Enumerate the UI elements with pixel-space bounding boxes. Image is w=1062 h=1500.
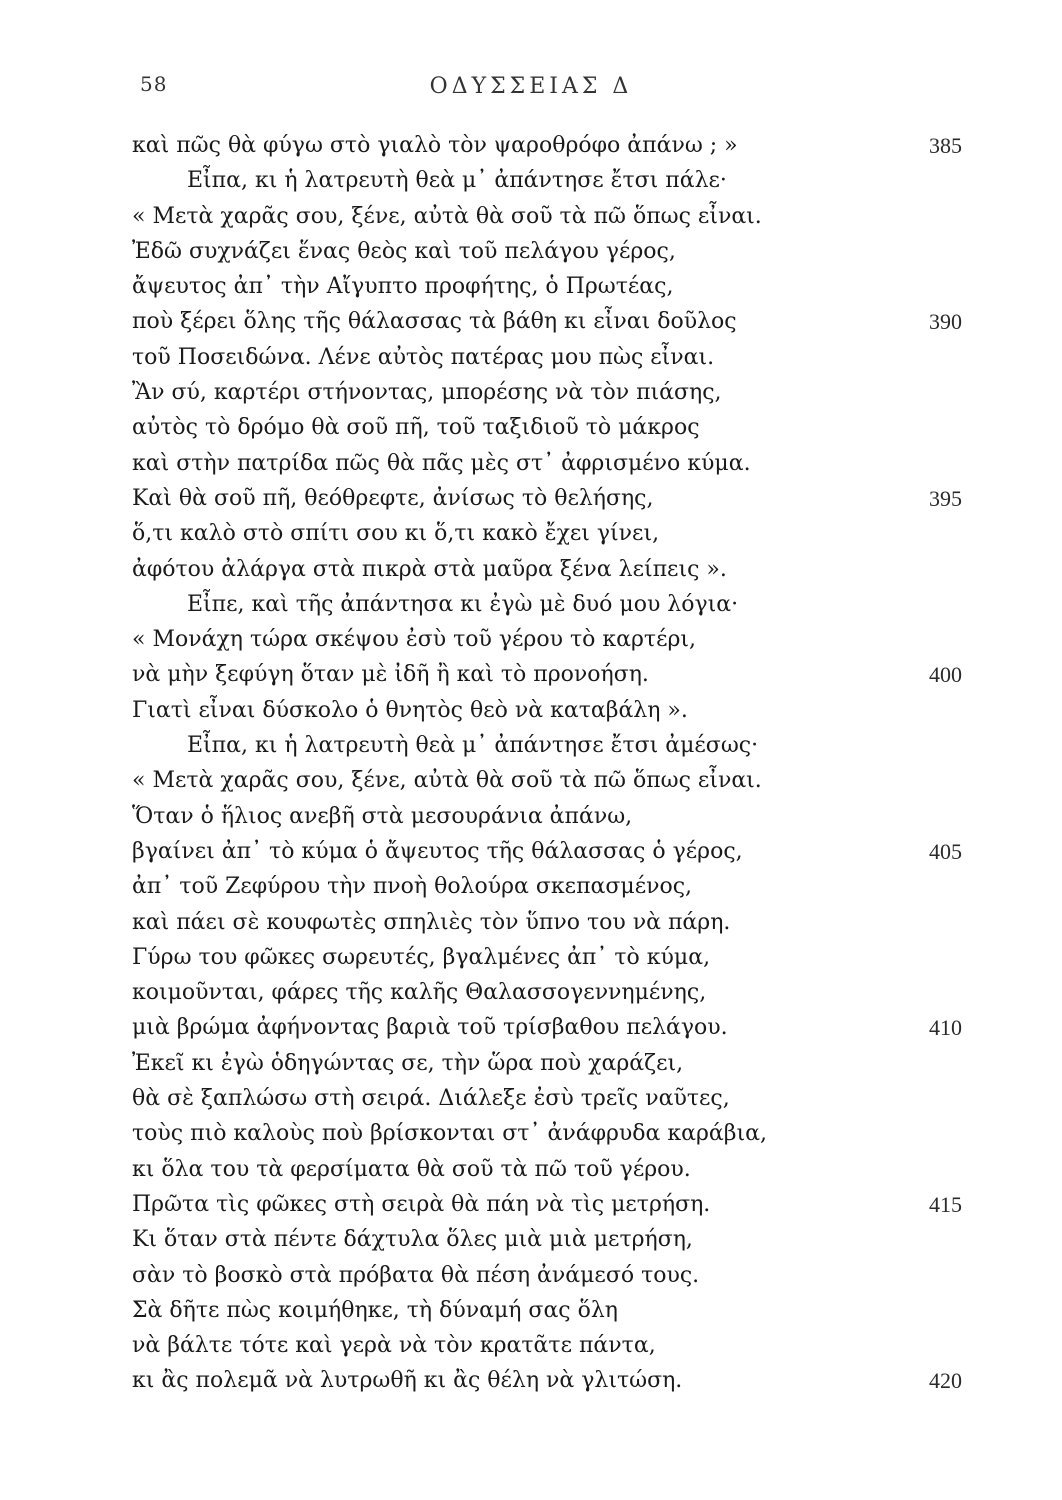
verse-text: σὰν τὸ βοσκὸ στὰ πρόβατα θὰ πέση ἀνάμεσό τους. <box>132 1262 700 1288</box>
verse-text: Εἶπα, κι ἡ λατρευτὴ θεὰ μ᾽ ἀπάντησε ἔτσι ἀμέσως· <box>187 733 759 759</box>
verse-text: κι ἂς πολεμᾶ νὰ λυτρωθῆ κι ἂς θέλη νὰ γλιτώση. <box>132 1368 683 1394</box>
line-number: 415 <box>929 1191 962 1217</box>
line-number: 405 <box>929 838 962 864</box>
verse-line <box>0 657 1062 692</box>
verse-line <box>0 1046 1062 1081</box>
page-number: 58 <box>140 72 168 96</box>
verse-line <box>0 340 1062 375</box>
verse-line <box>0 799 1062 834</box>
verse-line <box>0 269 1062 304</box>
line-number: 410 <box>929 1015 962 1041</box>
verse-text: νὰ μὴν ξεφύγη ὅταν μὲ ἰδῆ ἢ καὶ τὸ προνοήση. <box>132 662 649 688</box>
verse-text: ἀφότου ἀλάργα στὰ πικρὰ στὰ μαῦρα ξένα λείπεις ». <box>132 556 727 582</box>
verse-text: Κι ὅταν στὰ πέντε δάχτυλα ὅλες μιὰ μιὰ μετρήση, <box>132 1227 693 1253</box>
verse-text: κοιμοῦνται, φάρες τῆς καλῆς Θαλασσογεννημένης, <box>132 980 707 1006</box>
verse-line <box>0 1152 1062 1187</box>
verse-text: νὰ βάλτε τότε καὶ γερὰ νὰ τὸν κρατᾶτε πάντα, <box>132 1333 656 1359</box>
verse-text: « Μετὰ χαρᾶς σου, ξένε, αὐτὰ θὰ σοῦ τὰ πῶ ὅπως εἶναι. <box>132 768 762 794</box>
verse-text: καὶ πῶς θὰ φύγω στὸ γιαλὸ τὸν ψαροθρόφο ἀπάνω ; » <box>132 133 738 158</box>
verse-line <box>0 1293 1062 1328</box>
verse-text: ἄψευτος ἀπ᾽ τὴν Αἴγυπτο προφήτης, ὁ Πρωτέας, <box>132 274 674 300</box>
verse-text: ἀπ᾽ τοῦ Ζεφύρου τὴν πνοὴ θολούρα σκεπασμένος, <box>132 874 693 900</box>
verse-text: « Μετὰ χαρᾶς σου, ξένε, αὐτὰ θὰ σοῦ τὰ πῶ ὅπως εἶναι. <box>132 203 762 229</box>
verse-line <box>0 1328 1062 1363</box>
verse-line <box>0 163 1062 198</box>
verse-text: τοὺς πιὸ καλοὺς ποὺ βρίσκονται στ᾽ ἀνάφρυδα καράβια, <box>132 1121 767 1147</box>
verse-text: Γιατὶ εἶναι δύσκολο ὁ θνητὸς θεὸ νὰ καταβάλη ». <box>132 697 688 723</box>
verse-line <box>0 1010 1062 1045</box>
verse-text: μιὰ βρώμα ἀφήνοντας βαριὰ τοῦ τρίσβαθου πελάγου. <box>132 1015 728 1041</box>
verse-text: Ὅταν ὁ ἥλιος ανεβῆ στὰ μεσουράνια ἀπάνω, <box>132 803 633 829</box>
line-number: 385 <box>929 133 962 158</box>
verse-line <box>0 1187 1062 1222</box>
line-number: 390 <box>929 309 962 335</box>
verse-text: Ἐκεῖ κι ἐγὼ ὁδηγώντας σε, τὴν ὥρα ποὺ χαράζει, <box>132 1050 684 1076</box>
verse-text: ὅ,τι καλὸ στὸ σπίτι σου κι ὅ,τι κακὸ ἔχει γίνει, <box>132 521 660 547</box>
verse-text: Εἶπα, κι ἡ λατρευτὴ θεὰ μ᾽ ἀπάντησε ἔτσι πάλε· <box>187 168 727 194</box>
verse-line <box>0 763 1062 798</box>
verse-text: κι ὅλα του τὰ φερσίματα θὰ σοῦ τὰ πῶ τοῦ γέρου. <box>132 1156 691 1182</box>
verse-line <box>0 940 1062 975</box>
verse-text: ποὺ ξέρει ὅλης τῆς θάλασσας τὰ βάθη κι εἶναι δοῦλος <box>132 309 737 335</box>
verse-text: Πρῶτα τὶς φῶκες στὴ σειρὰ θὰ πάη νὰ τὶς μετρήση. <box>132 1191 711 1217</box>
verse-text: αὐτὸς τὸ δρόμο θὰ σοῦ πῆ, τοῦ ταξιδιοῦ τὸ μάκρος <box>132 415 700 441</box>
verse-text: Ἐδῶ συχνάζει ἕνας θεὸς καὶ τοῦ πελάγου γέρος, <box>132 238 676 264</box>
verse-text: θὰ σὲ ξαπλώσω στὴ σειρά. Διάλεξε ἐσὺ τρεῖς ναῦτες, <box>132 1086 730 1112</box>
verse-line <box>0 410 1062 445</box>
verse-line <box>0 1222 1062 1257</box>
verse-line <box>0 905 1062 940</box>
verse-text: Ἂν σύ, καρτέρι στήνοντας, μπορέσης νὰ τὸν πιάσης, <box>132 380 722 406</box>
verse-line <box>0 834 1062 869</box>
verse-text: Γύρω του φῶκες σωρευτές, βγαλμένες ἀπ᾽ τὸ κύμα, <box>132 944 711 970</box>
verse-text: Εἶπε, καὶ τῆς ἀπάντησα κι ἐγὼ μὲ δυό μου λόγια· <box>187 591 739 617</box>
verse-line <box>0 1116 1062 1151</box>
verse-line <box>0 234 1062 269</box>
verse-line <box>0 869 1062 904</box>
verse-text: καὶ πάει σὲ κουφωτὲς σπηλιὲς τὸν ὕπνο του νὰ πάρη. <box>132 909 731 935</box>
verse-line <box>0 446 1062 481</box>
verse-line <box>0 1081 1062 1116</box>
verse-text: τοῦ Ποσειδώνα. Λένε αὐτὸς πατέρας μου πὼς εἶναι. <box>132 344 715 370</box>
verse-text: Καὶ θὰ σοῦ πῆ, θεόθρεφτε, ἀνίσως τὸ θελήσης, <box>132 485 654 511</box>
line-number: 395 <box>929 485 962 511</box>
verse-text: « Μονάχη τώρα σκέψου ἐσὺ τοῦ γέρου τὸ καρτέρι, <box>132 627 697 653</box>
verse-line <box>0 693 1062 728</box>
verse-line <box>0 128 1062 163</box>
verse-line <box>0 375 1062 410</box>
verse-line <box>0 975 1062 1010</box>
verse-text: Σὰ δῆτε πὼς κοιμήθηκε, τὴ δύναμή σας ὅλη <box>132 1297 618 1323</box>
verse-line <box>0 516 1062 551</box>
verse-line <box>0 587 1062 622</box>
verse-line <box>0 481 1062 516</box>
verse-line <box>0 728 1062 763</box>
verse-line <box>0 1363 1062 1398</box>
verse-text: καὶ στὴν πατρίδα πῶς θὰ πᾶς μὲς στ᾽ ἀφρισμένο κύμα. <box>132 450 751 476</box>
line-number: 420 <box>929 1368 962 1394</box>
verse-line <box>0 199 1062 234</box>
verse-line <box>0 552 1062 587</box>
verse-line <box>0 304 1062 339</box>
verse-block <box>0 128 1062 1399</box>
verse-line <box>0 622 1062 657</box>
verse-line <box>0 1258 1062 1293</box>
running-head: ΟΔΥΣΣΕΙΑΣ Δ <box>429 74 633 99</box>
line-number: 400 <box>929 662 962 688</box>
verse-text: βγαίνει ἀπ᾽ τὸ κύμα ὁ ἄψευτος τῆς θάλασσας ὁ γέρος, <box>132 838 743 864</box>
